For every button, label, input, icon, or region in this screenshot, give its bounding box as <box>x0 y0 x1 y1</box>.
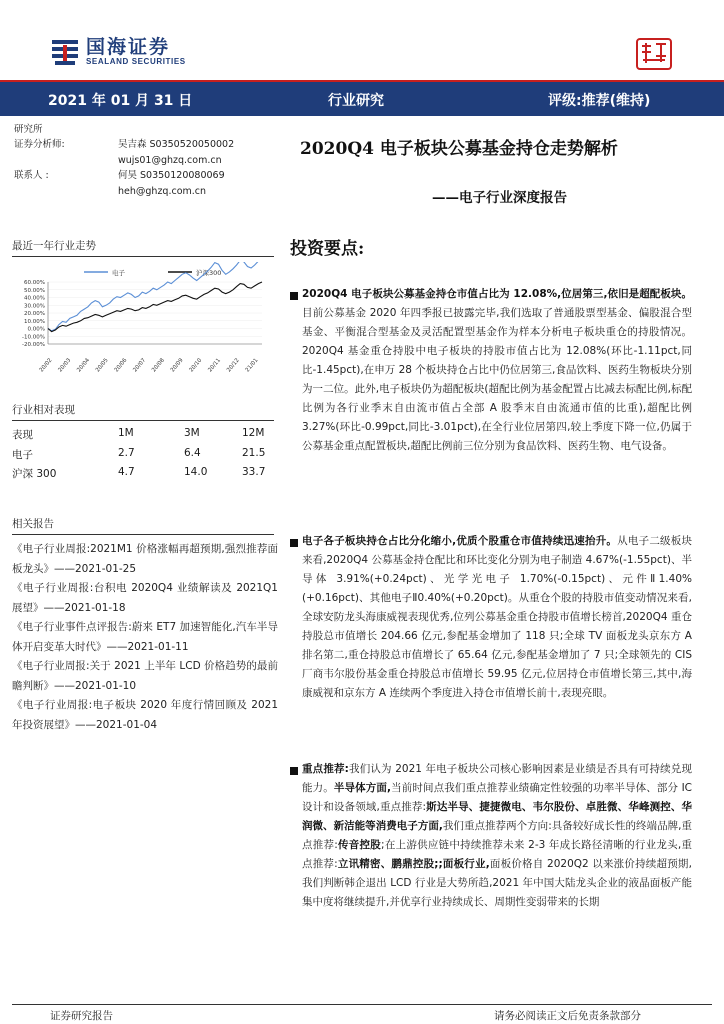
trend-chart-svg <box>12 262 274 386</box>
y-tick-label: -10.00% <box>22 334 45 341</box>
y-tick-label: 30.00% <box>24 303 45 310</box>
x-tick-label: 20/02 <box>38 357 54 374</box>
perf-header-cell: 表现 <box>12 429 33 441</box>
legend-label: 电子 <box>112 269 125 277</box>
brand-name-en: SEALAND SECURITIES <box>86 57 186 66</box>
x-tick-label: 20/03 <box>57 357 73 374</box>
y-tick-label: 0.00% <box>27 326 45 333</box>
analyst-email: wujs01@ghzq.com.cn <box>118 154 222 166</box>
perf-header-cell: 12M <box>242 427 265 439</box>
perf-cell: 33.7 <box>242 466 266 478</box>
contact-name: 何昊 S0350120080069 <box>118 170 225 182</box>
key-point-2-body: 从电子二级板块来看,2020Q4 公募基金持仓配比和环比变化分别为电子制造 4.67%(-1.55pct)、半导体 3.91%(+0.24pct)、光学光电子 1.70%(-0.15pct)、元件Ⅱ1.40%(+0.16pct)、其他电子Ⅱ0.40%(+0.20pct)。从重仓个股的持股市值变动情况来看,全球安防龙头海康威视表现优秀,位列公募基金重仓持股市值增长榜首,2020Q4 重仓持股总市值增长 204.66 亿元,参配基金增加了 118 只;全球 TV 面板龙头京东方 A 排名第二,重仓持股总市值增长了 65.64 亿元,参配基金增加了 7 只;全球领先的 CIS 厂商韦尔股份基金重仓持股总市值增长 59.95 亿元,位居持仓市值增长第三,其中,海康威视和京东方 A 连续两个季度进入持仓市值增长前十,表现亮眼。 <box>302 535 692 699</box>
analyst-name: 吴吉森 S0350520050002 <box>118 139 235 151</box>
perf-cell: 沪深 300 <box>12 468 57 480</box>
report-date: 2021 年 01 月 31 日 <box>48 93 193 109</box>
key-point-2 <box>302 532 692 703</box>
x-tick-label: 20/12 <box>226 357 241 374</box>
bullet-square-icon <box>290 539 298 547</box>
analyst-info <box>14 122 234 200</box>
x-tick-label: 20/10 <box>188 357 204 374</box>
perf-row <box>12 463 274 483</box>
x-tick-label: 20/11 <box>207 357 223 374</box>
x-tick-label: 20/08 <box>151 357 166 374</box>
trend-divider <box>12 256 274 257</box>
trend-heading: 最近一年行业走势 <box>12 240 96 252</box>
y-tick-label: 10.00% <box>24 318 45 325</box>
report-title: 2020Q4 电子板块公募基金持仓走势解析 <box>300 139 618 159</box>
related-reports <box>12 540 278 735</box>
y-tick-label: 20.00% <box>24 311 45 317</box>
report-link[interactable]: 《电子行业周报:关于 2021 上半年 LCD 价格趋势的最前瞻判断》——2021-01-10 <box>12 660 278 692</box>
legend-label: 沪深300 <box>196 269 222 277</box>
perf-cell: 2.7 <box>118 446 135 459</box>
x-tick-label: 20/05 <box>94 357 110 374</box>
perf-header-row <box>12 424 274 444</box>
key-point-2-lead: 电子各子板块持仓占比分化缩小,优质个股重仓市值持续迅速抬升。 <box>302 535 618 547</box>
report-rating: 评级:推荐(维持) <box>548 93 651 109</box>
research-seal-icon <box>636 38 672 70</box>
key-point-1-body: 目前公募基金 2020 年四季报已披露完毕,我们选取了普通股票型基金、偏股混合型基金、平衡混合型基金及灵活配置型基金作为样本分析电子板块重仓的持股情况。2020Q4 基金重仓持股中电子板块的持股市值占比为 12.08%(环比-1.11pct,同比-1.45pct),在申万 28 个板块持仓占比中仍位居第三,食品饮料、医药生物板块分别为一二位。此外,电子板块仍为超配板块(超配比例为基金配置占比减去标配比例,标配比例为各行业季末自由流市值占全部 A 股季末自由流通市值的比重),超配比例 3.27%(环比-0.99pct,同比-3.01pct),在全行业位居第四,较上季度下降一位,仍属于公募基金重点配置板块,超配比例前三位分别为食品饮料、医药生物、电气设备。 <box>302 307 692 452</box>
brand-name-cn: 国海证券 <box>86 36 171 58</box>
perf-header-cell: 3M <box>184 427 200 439</box>
x-tick-label: 20/09 <box>169 357 185 374</box>
perf-table <box>12 424 274 483</box>
reports-divider <box>12 534 274 535</box>
key-point-1 <box>302 285 692 456</box>
trend-chart <box>12 262 274 386</box>
x-tick-label: 21/01 <box>244 357 260 374</box>
perf-row <box>12 444 274 464</box>
report-subtitle: ——电子行业深度报告 <box>432 190 567 206</box>
perf-heading: 行业相对表现 <box>12 404 75 416</box>
bullet-square-icon <box>290 767 298 775</box>
perf-divider <box>12 420 274 421</box>
dept-label: 研究所 <box>14 123 43 135</box>
x-tick-label: 20/04 <box>76 357 91 374</box>
perf-cell: 电子 <box>12 448 33 461</box>
report-link[interactable]: 《电子行业周报:台积电 2020Q4 业绩解读及 2021Q1 展望》——2021-01-18 <box>12 582 278 614</box>
footer-left: 证券研究报告 <box>50 1010 113 1022</box>
contact-email: heh@ghzq.com.cn <box>118 185 207 197</box>
report-link[interactable]: 《电子行业事件点评报告:蔚来 ET7 加速智能化,汽车半导体开启变革大时代》——2021-01-11 <box>12 621 278 653</box>
contact-label: 联系人 : <box>14 170 49 182</box>
key-point-3: 重点推荐:我们认为 2021 年电子板块公司核心影响因素是业绩是否具有可持续兑现能力。半导体方面,当前时间点我们重点推荐业绩确定性较强的功率半导体、部分 IC 设计和设备领域,重点推荐:斯达半导、捷捷微电、韦尔股份、卓胜微、华峰测控、华润微、新洁能等消费电子方面,我们重点推荐两个方向:具备较好成长性的终端品牌,重点推荐:传音控股;在上游供应链中持续推荐未来 2-3 年成长路径清晰的行业龙头,重点推荐:立讯精密、鹏鼎控股;;面板行业,面板价格自 2020Q2 以来涨价持续超预期,我们判断韩企退出 LCD 行业是大势所趋,2021 年中国大陆龙头企业的液晶面板产能集中度将继续提升,并优享行业持续成长、周期性变弱带来的长期 <box>302 763 693 908</box>
x-tick-label: 20/07 <box>132 357 148 374</box>
footer-disclaimer: 请务必阅读正文后免责条款部分 <box>494 1010 641 1022</box>
bullet-square-icon <box>290 292 298 300</box>
y-tick-label: 50.00% <box>24 287 45 294</box>
brand-logo <box>50 36 186 68</box>
key-point-1-lead: 2020Q4 电子板块公募基金持仓市值占比为 12.08%,位居第三,依旧是超配板块。 <box>302 288 692 300</box>
report-category: 行业研究 <box>328 93 384 109</box>
perf-cell: 4.7 <box>118 466 135 478</box>
y-tick-label: 60.00% <box>24 280 45 286</box>
analyst-label: 证券分析师: <box>14 139 65 151</box>
y-tick-label: 40.00% <box>24 295 45 302</box>
perf-cell: 14.0 <box>184 466 208 478</box>
y-tick-label: -20.00% <box>22 342 45 348</box>
footer-divider <box>12 1004 712 1005</box>
perf-header-cell: 1M <box>118 427 134 439</box>
key-points-heading: 投资要点: <box>290 239 365 259</box>
perf-cell: 6.4 <box>184 446 201 459</box>
report-link[interactable]: 《电子行业周报:2021M1 价格涨幅再超预期,强烈推荐面板龙头》——2021-01-25 <box>12 543 278 575</box>
sealand-logo-icon <box>50 37 80 67</box>
reports-heading: 相关报告 <box>12 518 54 530</box>
report-link[interactable]: 《电子行业周报:电子板块 2020 年度行情回顾及 2021 年投资展望》——2021-01-04 <box>12 699 278 731</box>
x-tick-label: 20/06 <box>113 357 129 374</box>
header-banner <box>0 82 724 116</box>
perf-cell: 21.5 <box>242 446 266 459</box>
